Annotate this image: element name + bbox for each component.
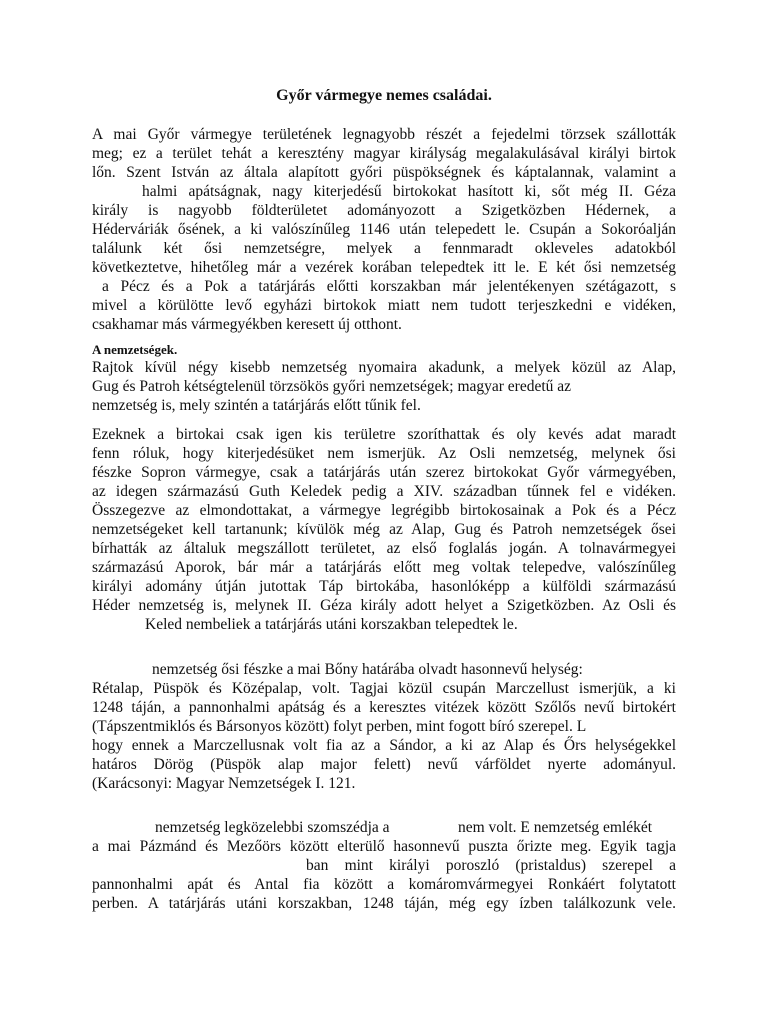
text-line: határos Dörög (Püspök alap major felett) nevű várföldet nyerte adományul. <box>92 756 676 773</box>
text-line: lőn. Szent István az általa alapított győri püspökségnek és káptalannak, valamint a <box>92 164 676 181</box>
text-line: Rétalap, Püspök és Középalap, volt. Tagjai közül csupán Marczellust ismerjük, a ki <box>92 680 676 697</box>
document-title: Győr vármegye nemes családai. <box>276 87 492 104</box>
text-line: nemzetség ősi fészke a mai Bőny határába olvadt hasonnevű helység: <box>152 661 583 678</box>
text-line: Rajtok kívül négy kisebb nemzetség nyomaira akadunk, a melyek közül az Alap, <box>92 359 676 376</box>
text-line: hogy ennek a Marczellusnak volt fia az a Sándor, a ki az Alap és Őrs helységekkel <box>92 737 676 754</box>
text-line: pannonhalmi apát és Antal fia között a komáromvármegyei Ronkáért folytatott <box>92 876 676 893</box>
text-line: meg; ez a terület tehát a keresztény magyar királyság megalakulásával királyi birtok <box>92 145 676 162</box>
text-line: A mai Győr vármegye területének legnagyobb részét a fejedelmi törzsek szállották <box>92 126 676 143</box>
text-line: nemzetség is, mely szintén a tatárjárás előtt tűnik fel. <box>92 397 421 414</box>
text-line: Összegezve az elmondottakat, a vármegye legrégibb birtokosainak a Pok és a Pécz <box>92 502 676 519</box>
text-line: fészke Sopron vármegye, csak a tatárjárás után szerez birtokokat Győr vármegyében, <box>92 464 676 481</box>
text-line: Keled nembeliek a tatárjárás utáni korszakban telepedtek le. <box>145 616 518 633</box>
text-line: (Tápszentmiklós és Bársonyos között) folyt perben, mint fogott bíró szerepel. L <box>92 718 587 735</box>
text-line: Héderváriák ősének, a ki valószínűleg 1146 után telepedett le. Csupán a Sokoróalján <box>92 221 676 238</box>
text-line: következtetve, hihetőleg már a vezérek korában telepedtek itt le. E két ősi nemzetség <box>92 259 676 276</box>
text-line: Héder nemzetség is, melynek II. Géza király adott helyet a Szigetközben. Az Osli és <box>92 597 676 614</box>
text-line: nemzetségeket kell tartanunk; kívülök még az Alap, Gug és Patroh nemzetségek ősei <box>92 521 676 538</box>
text-line: perben. A tatárjárás utáni korszakban, 1248 táján, még egy ízben találkozunk vele. <box>92 895 676 912</box>
text-line: mivel a körülötte levő egyházi birtokok miatt nem tudott terjeszkedni e vidéken, <box>92 297 676 314</box>
text-line: az idegen származású Guth Keledek pedig a XIV. században tűnnek fel e vidéken. <box>92 483 676 500</box>
text-line: (Karácsonyi: Magyar Nemzetségek I. 121. <box>92 775 356 792</box>
text-line: 1248 táján, a pannonhalmi apátság és a keresztes vitézek között Szőlős nevű birtokért <box>92 699 676 716</box>
text-line: származású Aporok, bár már a tatárjárás előtt meg voltak telepedve, valószínűleg <box>92 559 676 576</box>
text-line: király is nagyobb földterületet adományozott a Szigetközben Hédernek, a <box>92 202 676 219</box>
text-line: Gug és Patroh kétségtelenül törzsökös győri nemzetségek; magyar eredetű az <box>92 378 572 395</box>
text-line: bírhatták az általuk megszállott területet, az első foglalás jogán. A tolnavármegyei <box>92 540 676 557</box>
text-line: találunk két ősi nemzetségre, melyek a fennmaradt okleveles adatokból <box>92 240 676 257</box>
text-line: csakhamar más vármegyékben keresett új otthont. <box>92 316 402 333</box>
text-line: ban mint királyi poroszló (pristaldus) szerepel a <box>306 857 676 874</box>
text-line: Ezeknek a birtokai csak igen kis területre szoríthattak és oly kevés adat maradt <box>92 426 676 443</box>
text-line: a mai Pázmánd és Mezőörs között elterülő hasonnevű puszta őrizte meg. Egyik tagja <box>92 838 676 855</box>
text-line: halmi apátságnak, nagy kiterjedésű birtokokat hasított ki, sőt még II. Géza <box>142 183 676 200</box>
text-line: a Pécz és a Pok a tatárjárás előtti korszakban már jelentékenyen szétágazott, s <box>102 278 676 295</box>
text-line: nemzetség legközelebbi szomszédja a <box>155 819 390 836</box>
text-line: királyi adomány útján jutottak Táp birtokába, hasonlóképp a külföldi származású <box>92 578 676 595</box>
text-line: nem volt. E nemzetség emlékét <box>458 819 653 836</box>
section-heading: A nemzetségek. <box>92 342 178 357</box>
text-line: fenn róluk, hogy kiterjedésüket nem ismerjük. Az Osli nemzetség, melynek ősi <box>92 445 676 462</box>
